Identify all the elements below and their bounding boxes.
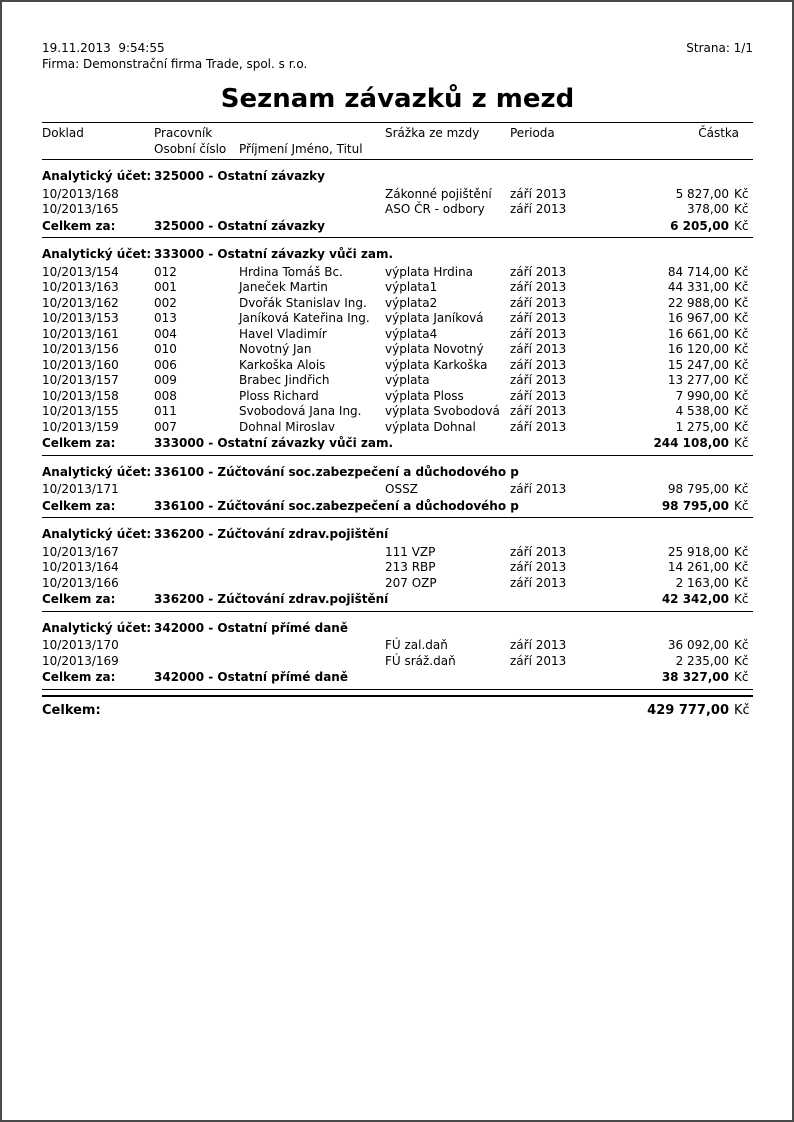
employee-name-cell: Janeček Martin <box>239 280 328 294</box>
group-label: Analytický účet: <box>42 247 152 261</box>
grand-total-currency: Kč <box>734 702 750 718</box>
table-row <box>42 638 753 654</box>
group-label: Analytický účet: <box>42 169 152 183</box>
group-total-label: Celkem za: <box>42 592 116 606</box>
table-row <box>42 280 753 296</box>
personal-number-cell <box>154 545 239 561</box>
employee-name-cell: Havel Vladimír <box>239 326 327 341</box>
grand-total-amount: 429 777,00 <box>647 702 729 718</box>
report-content <box>2 2 792 719</box>
report-company: Firma: Demonstrační firma Trade, spol. s r.o. <box>42 57 308 71</box>
table-row <box>42 545 753 561</box>
group-account: 333000 - Ostatní závazky vůči zam. <box>154 247 394 261</box>
group-total-account: 336200 - Zúčtování zdrav.pojištění <box>154 592 389 606</box>
report-title: Seznam závazků z mezd <box>220 84 575 114</box>
employee-name-cell <box>239 654 385 670</box>
currency-cell: Kč <box>734 388 749 403</box>
doklad-cell: 10/2013/153 <box>42 311 119 325</box>
deduction-cell: výplata Karkoška <box>385 357 488 372</box>
table-row <box>42 311 753 327</box>
col-castka: Částka <box>698 126 739 140</box>
table-row <box>42 265 753 281</box>
table-row <box>42 358 753 374</box>
doklad-cell: 10/2013/167 <box>42 544 119 559</box>
account-group <box>42 169 753 238</box>
currency-cell: Kč <box>734 373 749 387</box>
currency-cell: Kč <box>734 357 749 372</box>
table-row <box>42 404 753 420</box>
group-total-row <box>42 219 753 239</box>
group-header-row <box>42 621 753 637</box>
employee-name-cell <box>239 576 385 592</box>
personal-number-cell: 010 <box>154 342 177 356</box>
group-total-account: 333000 - Ostatní závazky vůči zam. <box>154 436 394 450</box>
period-cell: září 2013 <box>510 342 567 356</box>
doklad-cell: 10/2013/166 <box>42 575 119 590</box>
employee-name-cell: Hrdina Tomáš Bc. <box>239 264 343 279</box>
table-header-row-2 <box>42 142 753 158</box>
table-row <box>42 373 753 389</box>
doklad-cell: 10/2013/161 <box>42 326 119 341</box>
personal-number-cell: 013 <box>154 311 177 325</box>
deduction-cell: výplata Ploss <box>385 388 464 403</box>
group-label: Analytický účet: <box>42 464 152 479</box>
group-total-account: 336100 - Zúčtování soc.zabezpečení a důchodového p <box>154 498 519 513</box>
group-header-row <box>42 247 753 263</box>
employee-name-cell: Karkoška Alois <box>239 357 326 372</box>
doklad-cell: 10/2013/164 <box>42 560 119 574</box>
currency-cell: Kč <box>734 404 749 418</box>
personal-number-cell <box>154 560 239 576</box>
report-datetime: 19.11.2013 9:54:55 <box>42 41 165 55</box>
doklad-cell: 10/2013/154 <box>42 264 119 279</box>
currency-cell: Kč <box>734 186 749 201</box>
doklad-cell: 10/2013/168 <box>42 186 119 201</box>
amount-cell: 44 331,00 <box>667 280 729 294</box>
deduction-cell: výplata1 <box>385 280 438 294</box>
period-cell: září 2013 <box>510 560 567 574</box>
table-row <box>42 576 753 592</box>
table-row <box>42 342 753 358</box>
period-cell: září 2013 <box>510 653 567 668</box>
group-total-row <box>42 592 753 612</box>
deduction-cell: ASO ČR - odbory <box>385 202 485 216</box>
deduction-cell: OSSZ <box>385 482 418 496</box>
amount-cell: 22 988,00 <box>667 295 729 310</box>
group-total-label: Celkem za: <box>42 436 116 450</box>
group-label: Analytický účet: <box>42 527 152 541</box>
doklad-cell: 10/2013/162 <box>42 295 119 310</box>
group-header-row <box>42 169 753 185</box>
period-cell: září 2013 <box>510 575 567 590</box>
period-cell: září 2013 <box>510 357 567 372</box>
group-total-amount: 38 327,00 <box>661 670 729 684</box>
group-label: Analytický účet: <box>42 620 152 635</box>
group-total-amount: 244 108,00 <box>653 436 729 450</box>
group-total-label: Celkem za: <box>42 218 116 233</box>
amount-cell: 25 918,00 <box>667 544 729 559</box>
grand-total-label: Celkem: <box>42 702 101 718</box>
currency-cell: Kč <box>734 295 749 310</box>
col-osobni-cislo: Osobní číslo <box>154 141 227 156</box>
period-cell: září 2013 <box>510 295 567 310</box>
amount-cell: 36 092,00 <box>667 638 729 652</box>
currency-cell: Kč <box>734 544 749 559</box>
group-total-amount: 6 205,00 <box>670 218 729 233</box>
currency-cell: Kč <box>734 670 749 684</box>
deduction-cell: výplata Novotný <box>385 342 484 356</box>
group-total-row <box>42 499 753 519</box>
currency-cell: Kč <box>734 202 749 216</box>
col-srazka-ze-mzdy: Srážka ze mzdy <box>385 126 480 140</box>
period-cell: září 2013 <box>510 544 567 559</box>
group-header-row <box>42 527 753 543</box>
currency-cell: Kč <box>734 280 749 294</box>
account-group <box>42 465 753 519</box>
amount-cell: 98 795,00 <box>667 482 729 496</box>
deduction-cell: výplata Janíková <box>385 311 484 325</box>
table-row <box>42 560 753 576</box>
table-row <box>42 202 753 218</box>
doklad-cell: 10/2013/160 <box>42 357 119 372</box>
col-perioda: Perioda <box>510 126 555 140</box>
deduction-cell: výplata4 <box>385 326 438 341</box>
deduction-cell: Zákonné pojištění <box>385 186 492 201</box>
deduction-cell: FÚ sráž.daň <box>385 653 456 668</box>
amount-cell: 378,00 <box>687 202 729 216</box>
period-cell: září 2013 <box>510 373 567 387</box>
doklad-cell: 10/2013/156 <box>42 342 119 356</box>
group-total-account: 325000 - Ostatní závazky <box>154 218 325 233</box>
employee-name-cell: Dohnal Miroslav <box>239 419 336 434</box>
amount-cell: 16 120,00 <box>667 342 729 356</box>
report-header <box>42 40 753 72</box>
personal-number-cell <box>154 654 239 670</box>
currency-cell: Kč <box>734 560 749 574</box>
doklad-cell: 10/2013/157 <box>42 373 119 387</box>
group-account: 325000 - Ostatní závazky <box>154 169 325 183</box>
page-number: Strana: 1/1 <box>686 41 753 55</box>
currency-cell: Kč <box>734 342 749 356</box>
col-prijmeni-jmeno-titul: Příjmení Jméno, Titul <box>239 141 363 156</box>
table-header-row-1 <box>42 126 753 142</box>
deduction-cell: FÚ zal.daň <box>385 638 448 652</box>
amount-cell: 16 661,00 <box>667 326 729 341</box>
employee-name-cell: Brabec Jindřich <box>239 373 330 387</box>
currency-cell: Kč <box>734 575 749 590</box>
table-header <box>42 122 753 160</box>
group-total-amount: 98 795,00 <box>661 498 729 513</box>
amount-cell: 16 967,00 <box>667 311 729 325</box>
personal-number-cell: 006 <box>154 357 177 372</box>
personal-number-cell <box>154 482 239 498</box>
account-group <box>42 621 753 690</box>
employee-name-cell <box>239 482 385 498</box>
amount-cell: 84 714,00 <box>667 264 729 279</box>
amount-cell: 2 235,00 <box>675 653 729 668</box>
period-cell: září 2013 <box>510 311 567 325</box>
deduction-cell: výplata Svobodová <box>385 404 500 418</box>
employee-name-cell <box>239 638 385 654</box>
col-doklad: Doklad <box>42 126 84 140</box>
deduction-cell: 111 VZP <box>385 544 436 559</box>
amount-cell: 7 990,00 <box>675 388 729 403</box>
group-total-row <box>42 436 753 456</box>
employee-name-cell <box>239 545 385 561</box>
period-cell: září 2013 <box>510 202 567 216</box>
doklad-cell: 10/2013/158 <box>42 388 119 403</box>
doklad-cell: 10/2013/169 <box>42 653 119 668</box>
amount-cell: 4 538,00 <box>675 404 729 418</box>
group-account: 336200 - Zúčtování zdrav.pojištění <box>154 527 389 541</box>
currency-cell: Kč <box>734 436 749 450</box>
personal-number-cell: 012 <box>154 264 177 279</box>
period-cell: září 2013 <box>510 404 567 418</box>
employee-name-cell <box>239 202 385 218</box>
amount-cell: 14 261,00 <box>667 560 729 574</box>
personal-number-cell: 008 <box>154 388 177 403</box>
currency-cell: Kč <box>734 592 749 606</box>
deduction-cell: výplata Hrdina <box>385 264 474 279</box>
doklad-cell: 10/2013/170 <box>42 638 119 652</box>
personal-number-cell: 009 <box>154 373 177 387</box>
group-header-row <box>42 465 753 481</box>
table-row <box>42 296 753 312</box>
col-pracovnik: Pracovník <box>154 126 213 140</box>
period-cell: září 2013 <box>510 264 567 279</box>
deduction-cell: výplata <box>385 373 430 387</box>
personal-number-cell <box>154 187 239 203</box>
currency-cell: Kč <box>734 653 749 668</box>
currency-cell: Kč <box>734 498 749 513</box>
employee-name-cell: Janíková Kateřina Ing. <box>239 311 370 325</box>
employee-name-cell <box>239 560 385 576</box>
table-row <box>42 187 753 203</box>
account-group <box>42 247 753 456</box>
group-account: 336100 - Zúčtování soc.zabezpečení a důchodového p <box>154 464 519 479</box>
personal-number-cell: 007 <box>154 419 177 434</box>
table-row <box>42 389 753 405</box>
personal-number-cell <box>154 638 239 654</box>
amount-cell: 13 277,00 <box>667 373 729 387</box>
personal-number-cell: 002 <box>154 295 177 310</box>
period-cell: září 2013 <box>510 419 567 434</box>
table-row <box>42 482 753 498</box>
amount-cell: 1 275,00 <box>675 419 729 434</box>
group-total-label: Celkem za: <box>42 670 116 684</box>
grand-total-row <box>42 695 753 719</box>
doklad-cell: 10/2013/165 <box>42 202 119 216</box>
period-cell: září 2013 <box>510 186 567 201</box>
currency-cell: Kč <box>734 419 749 434</box>
period-cell: září 2013 <box>510 388 567 403</box>
amount-cell: 15 247,00 <box>667 357 729 372</box>
currency-cell: Kč <box>734 326 749 341</box>
report-header-left <box>42 40 307 72</box>
group-total-row <box>42 670 753 690</box>
amount-cell: 2 163,00 <box>675 575 729 590</box>
personal-number-cell: 001 <box>154 280 177 294</box>
period-cell: září 2013 <box>510 482 567 496</box>
personal-number-cell: 011 <box>154 404 177 418</box>
deduction-cell: 213 RBP <box>385 560 436 574</box>
period-cell: září 2013 <box>510 280 567 294</box>
currency-cell: Kč <box>734 218 749 233</box>
deduction-cell: výplata2 <box>385 295 438 310</box>
group-total-amount: 42 342,00 <box>661 592 729 606</box>
personal-number-cell <box>154 202 239 218</box>
currency-cell: Kč <box>734 264 749 279</box>
personal-number-cell: 004 <box>154 326 177 341</box>
personal-number-cell <box>154 576 239 592</box>
doklad-cell: 10/2013/155 <box>42 404 119 418</box>
employee-name-cell: Novotný Jan <box>239 342 312 356</box>
deduction-cell: výplata Dohnal <box>385 419 476 434</box>
period-cell: září 2013 <box>510 638 567 652</box>
table-row <box>42 420 753 436</box>
currency-cell: Kč <box>734 638 749 652</box>
table-row <box>42 327 753 343</box>
employee-name-cell: Ploss Richard <box>239 388 319 403</box>
groups-container <box>42 169 753 690</box>
period-cell: září 2013 <box>510 326 567 341</box>
deduction-cell: 207 OZP <box>385 575 437 590</box>
group-total-account: 342000 - Ostatní přímé daně <box>154 670 348 684</box>
employee-name-cell <box>239 187 385 203</box>
doklad-cell: 10/2013/163 <box>42 280 119 294</box>
table-row <box>42 654 753 670</box>
currency-cell: Kč <box>734 482 749 496</box>
doklad-cell: 10/2013/171 <box>42 482 119 496</box>
account-group <box>42 527 753 612</box>
doklad-cell: 10/2013/159 <box>42 419 119 434</box>
amount-cell: 5 827,00 <box>675 186 729 201</box>
currency-cell: Kč <box>734 311 749 325</box>
group-total-label: Celkem za: <box>42 498 116 513</box>
employee-name-cell: Svobodová Jana Ing. <box>239 404 362 418</box>
employee-name-cell: Dvořák Stanislav Ing. <box>239 295 367 310</box>
group-account: 342000 - Ostatní přímé daně <box>154 620 348 635</box>
